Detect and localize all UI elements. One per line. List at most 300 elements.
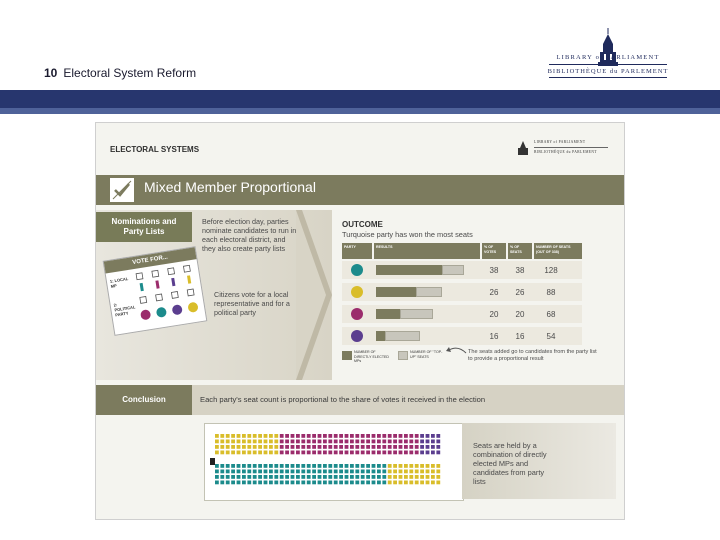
- mini-logo-en: LIBRARY of PARLIAMENT: [534, 140, 586, 144]
- seat-square: [415, 481, 419, 485]
- seat-square: [361, 445, 365, 449]
- citizens-text: Citizens vote for a local representative and for a political party: [214, 290, 290, 317]
- seat-square: [350, 464, 354, 468]
- slide-title-text: Electoral System Reform: [63, 66, 197, 80]
- seat-square: [301, 451, 305, 455]
- seat-square: [334, 464, 338, 468]
- seat-square: [409, 470, 413, 474]
- seat-square: [345, 475, 349, 479]
- seat-square: [393, 481, 397, 485]
- nominations-label-line1: Nominations and: [111, 217, 177, 226]
- votes-cell: 26: [489, 288, 499, 297]
- seat-square: [404, 470, 408, 474]
- seat-square: [285, 434, 289, 438]
- col-results: RESULTS: [374, 243, 480, 259]
- slide-title: [44, 66, 196, 80]
- seat-square: [318, 434, 322, 438]
- seat-square: [415, 464, 419, 468]
- seat-square: [328, 481, 332, 485]
- seat-square: [285, 470, 289, 474]
- seat-square: [339, 440, 343, 444]
- seat-square: [339, 451, 343, 455]
- seat-square: [382, 470, 386, 474]
- seat-square: [231, 451, 235, 455]
- votes-cell: 16: [489, 332, 499, 341]
- seat-square: [328, 464, 332, 468]
- seat-square: [264, 440, 268, 444]
- seat-square: [274, 475, 278, 479]
- conclusion-text: Each party's seat count is proportional to the share of votes it received in the election: [200, 395, 486, 404]
- seat-square: [237, 464, 241, 468]
- mini-parliament-icon: [516, 139, 530, 155]
- seat-square: [399, 475, 403, 479]
- seat-square: [409, 434, 413, 438]
- seat-square: [426, 470, 430, 474]
- nominations-label-line2: Party Lists: [123, 227, 165, 236]
- seat-square: [426, 451, 430, 455]
- seat-square: [361, 475, 365, 479]
- seat-square: [253, 440, 257, 444]
- seat-square: [345, 464, 349, 468]
- seat-square: [291, 475, 295, 479]
- seat-square: [280, 434, 284, 438]
- seat-square: [285, 440, 289, 444]
- seat-square: [264, 434, 268, 438]
- seat-square: [393, 434, 397, 438]
- seat-square: [328, 451, 332, 455]
- seat-square: [420, 451, 424, 455]
- col-seat-count: NUMBER OF SEATS (OUT OF 338): [534, 243, 582, 259]
- seat-square: [415, 434, 419, 438]
- seat-square: [323, 445, 327, 449]
- seat-square: [377, 440, 381, 444]
- seat-square: [431, 445, 435, 449]
- seat-square: [426, 475, 430, 479]
- seat-square: [231, 481, 235, 485]
- seat-square: [274, 440, 278, 444]
- seat-square: [231, 475, 235, 479]
- seat-square: [215, 445, 219, 449]
- seat-square: [269, 470, 273, 474]
- seat-square: [366, 451, 370, 455]
- top-up-note: The seats added go to candidates from the party list to provide a proportional result: [468, 349, 597, 362]
- seat-square: [237, 470, 241, 474]
- seat-square: [312, 464, 316, 468]
- seat-square: [345, 470, 349, 474]
- seat-square: [350, 475, 354, 479]
- seat-square: [226, 481, 230, 485]
- party-dot: [351, 286, 363, 298]
- seat-square: [409, 451, 413, 455]
- seat-square: [264, 481, 268, 485]
- seat-square: [285, 451, 289, 455]
- logo-divider: [549, 64, 667, 65]
- seat-square: [274, 451, 278, 455]
- seat-square: [420, 475, 424, 479]
- seat-square: [388, 475, 392, 479]
- seat-square: [307, 464, 311, 468]
- seat-square: [269, 445, 273, 449]
- header-band-accent: [0, 108, 720, 114]
- seat-square: [415, 445, 419, 449]
- seat-square: [388, 440, 392, 444]
- seat-square: [377, 470, 381, 474]
- seat-square: [220, 440, 224, 444]
- seat-square: [296, 481, 300, 485]
- seat-square: [355, 470, 359, 474]
- seat-square: [404, 434, 408, 438]
- seat-square: [366, 445, 370, 449]
- seats-note: Seats are held by a combination of directly elected MPs and candidates from party lists: [473, 441, 547, 486]
- seat-square: [291, 481, 295, 485]
- mini-logo-fr: BIBLIOTHÈQUE du PARLEMENT: [534, 150, 597, 154]
- seat-square: [258, 440, 262, 444]
- seat-square: [361, 434, 365, 438]
- seat-square: [274, 470, 278, 474]
- seat-square: [415, 440, 419, 444]
- seat-square: [382, 451, 386, 455]
- seat-square: [242, 481, 246, 485]
- seat-square: [307, 481, 311, 485]
- legend-direct-swatch: [342, 351, 352, 360]
- seat-square: [436, 440, 440, 444]
- seat-count-cell: 128: [544, 266, 558, 275]
- seat-square: [242, 470, 246, 474]
- seat-square: [247, 470, 251, 474]
- seat-square: [426, 445, 430, 449]
- seat-square: [345, 481, 349, 485]
- seat-square: [307, 475, 311, 479]
- topup-seats-bar: [400, 309, 433, 319]
- seat-square: [269, 464, 273, 468]
- seat-square: [436, 445, 440, 449]
- seat-square: [312, 475, 316, 479]
- seat-square: [404, 451, 408, 455]
- header-band: [0, 90, 720, 108]
- seat-square: [258, 451, 262, 455]
- seat-square: [253, 481, 257, 485]
- seat-square: [366, 440, 370, 444]
- seat-square: [307, 451, 311, 455]
- seat-square: [420, 481, 424, 485]
- col-party: PARTY: [342, 243, 372, 259]
- seat-square: [280, 475, 284, 479]
- seat-grid: [215, 434, 451, 490]
- seat-square: [420, 445, 424, 449]
- seat-square: [215, 470, 219, 474]
- seat-square: [355, 440, 359, 444]
- ballot-illustration: [103, 246, 208, 336]
- seat-square: [339, 475, 343, 479]
- seat-square: [334, 445, 338, 449]
- seat-square: [301, 440, 305, 444]
- seat-square: [328, 475, 332, 479]
- seat-square: [366, 464, 370, 468]
- seat-square: [274, 445, 278, 449]
- seat-square: [323, 434, 327, 438]
- seat-square: [355, 475, 359, 479]
- seat-square: [291, 445, 295, 449]
- seat-square: [431, 464, 435, 468]
- seat-square: [285, 481, 289, 485]
- seat-square: [296, 434, 300, 438]
- note-arrow-icon: [446, 345, 468, 355]
- votes-cell: 20: [489, 310, 499, 319]
- seat-square: [377, 445, 381, 449]
- nominations-label: [96, 212, 192, 242]
- seat-square: [334, 440, 338, 444]
- seat-square: [291, 464, 295, 468]
- seat-square: [399, 434, 403, 438]
- seat-square: [264, 445, 268, 449]
- library-name-fr: BIBLIOTHÈQUE du PARLEMENT: [547, 68, 669, 75]
- seat-square: [399, 440, 403, 444]
- seat-square: [296, 475, 300, 479]
- seat-square: [280, 440, 284, 444]
- seat-square: [382, 445, 386, 449]
- seat-square: [215, 440, 219, 444]
- seat-square: [334, 475, 338, 479]
- seat-square: [399, 445, 403, 449]
- ballot-options: [134, 262, 204, 327]
- seat-square: [274, 481, 278, 485]
- seat-count-cell: 68: [546, 310, 556, 319]
- legend-topup-swatch: [398, 351, 408, 360]
- topup-seats-bar: [385, 331, 420, 341]
- seat-square: [296, 470, 300, 474]
- seat-square: [436, 470, 440, 474]
- seat-square: [355, 451, 359, 455]
- seat-square: [366, 434, 370, 438]
- seat-square: [237, 475, 241, 479]
- seat-square: [431, 451, 435, 455]
- seat-square: [372, 470, 376, 474]
- seat-square: [312, 481, 316, 485]
- seat-square: [301, 481, 305, 485]
- seat-square: [291, 440, 295, 444]
- seat-square: [431, 470, 435, 474]
- seat-square: [280, 470, 284, 474]
- seat-square: [258, 475, 262, 479]
- seat-square: [404, 481, 408, 485]
- seat-square: [393, 470, 397, 474]
- seat-square: [269, 475, 273, 479]
- seat-square: [296, 440, 300, 444]
- seat-square: [399, 481, 403, 485]
- party-dot: [351, 264, 363, 276]
- seat-square: [350, 451, 354, 455]
- seat-square: [393, 440, 397, 444]
- seat-square: [372, 445, 376, 449]
- seat-square: [312, 434, 316, 438]
- seat-square: [366, 481, 370, 485]
- seat-square: [334, 451, 338, 455]
- seat-square: [350, 445, 354, 449]
- seat-square: [237, 440, 241, 444]
- seat-square: [404, 475, 408, 479]
- seat-square: [280, 481, 284, 485]
- seat-square: [377, 434, 381, 438]
- mini-logo-rule: [534, 147, 608, 148]
- seat-square: [301, 470, 305, 474]
- seat-square: [253, 445, 257, 449]
- seat-square: [334, 470, 338, 474]
- seat-square: [307, 440, 311, 444]
- seat-square: [382, 440, 386, 444]
- seat-square: [339, 481, 343, 485]
- seat-square: [318, 440, 322, 444]
- seat-square: [247, 445, 251, 449]
- legend-direct-label: NUMBER OF DIRECTLY ELECTED MPs: [354, 350, 390, 363]
- seat-square: [220, 451, 224, 455]
- seat-square: [220, 470, 224, 474]
- seat-square: [291, 451, 295, 455]
- slide-number: 10: [44, 66, 58, 80]
- seat-square: [372, 440, 376, 444]
- seat-square: [285, 445, 289, 449]
- library-name-en: LIBRARY of PARLIAMENT: [556, 54, 660, 61]
- seat-count-cell: 88: [546, 288, 556, 297]
- seat-square: [258, 470, 262, 474]
- nominations-text: Before election day, parties nominate candidates to run in each electoral district, and they also create party lists: [202, 217, 297, 253]
- seat-square: [226, 464, 230, 468]
- direct-seats-bar: [376, 265, 442, 275]
- seat-square: [393, 464, 397, 468]
- seat-square: [436, 434, 440, 438]
- seat-square: [242, 440, 246, 444]
- seat-square: [436, 475, 440, 479]
- seat-square: [328, 445, 332, 449]
- system-banner-title: Mixed Member Proportional: [144, 179, 316, 195]
- seat-square: [431, 440, 435, 444]
- seat-square: [291, 470, 295, 474]
- seat-square: [318, 464, 322, 468]
- seat-square: [247, 464, 251, 468]
- seat-square: [328, 440, 332, 444]
- seat-square: [242, 475, 246, 479]
- seat-square: [409, 475, 413, 479]
- seat-square: [361, 470, 365, 474]
- topup-seats-bar: [442, 265, 464, 275]
- seat-square: [312, 451, 316, 455]
- seat-square: [388, 481, 392, 485]
- seat-square: [393, 445, 397, 449]
- seat-square: [237, 434, 241, 438]
- seat-square: [226, 470, 230, 474]
- seat-square: [409, 464, 413, 468]
- seat-square: [312, 470, 316, 474]
- seat-square: [420, 470, 424, 474]
- seat-square: [264, 451, 268, 455]
- seat-square: [301, 475, 305, 479]
- seat-square: [307, 470, 311, 474]
- seat-square: [350, 434, 354, 438]
- seat-square: [242, 464, 246, 468]
- seat-square: [339, 434, 343, 438]
- conclusion-label: Conclusion: [96, 385, 192, 415]
- seat-square: [388, 445, 392, 449]
- seat-square: [388, 451, 392, 455]
- seat-square: [242, 451, 246, 455]
- seat-square: [291, 434, 295, 438]
- seat-square: [231, 445, 235, 449]
- seat-square: [377, 464, 381, 468]
- ballot-local-mp: 1: LOCAL MP: [109, 276, 129, 289]
- seat-square: [264, 470, 268, 474]
- seats-pct-cell: 38: [515, 266, 525, 275]
- seat-square: [296, 464, 300, 468]
- seat-square: [253, 464, 257, 468]
- seat-square: [231, 470, 235, 474]
- seat-square: [237, 451, 241, 455]
- seat-square: [431, 481, 435, 485]
- seat-square: [431, 434, 435, 438]
- votes-cell: 38: [489, 266, 499, 275]
- seat-square: [226, 451, 230, 455]
- direct-seats-bar: [376, 331, 385, 341]
- seat-grid-marker: [210, 458, 215, 465]
- seat-square: [415, 451, 419, 455]
- seat-square: [372, 475, 376, 479]
- seat-square: [393, 475, 397, 479]
- seat-square: [323, 475, 327, 479]
- seat-square: [334, 434, 338, 438]
- seat-square: [339, 470, 343, 474]
- seat-square: [399, 451, 403, 455]
- seat-square: [220, 434, 224, 438]
- seat-square: [409, 440, 413, 444]
- seat-square: [355, 434, 359, 438]
- seat-square: [361, 464, 365, 468]
- seat-square: [318, 475, 322, 479]
- seat-square: [215, 475, 219, 479]
- seat-square: [264, 475, 268, 479]
- seat-square: [247, 440, 251, 444]
- seat-square: [312, 445, 316, 449]
- seat-square: [415, 470, 419, 474]
- seat-square: [355, 481, 359, 485]
- seats-pct-cell: 26: [515, 288, 525, 297]
- seat-square: [420, 464, 424, 468]
- seat-square: [237, 481, 241, 485]
- seat-square: [328, 434, 332, 438]
- seat-square: [269, 434, 273, 438]
- seat-square: [436, 481, 440, 485]
- seat-square: [301, 445, 305, 449]
- seat-square: [361, 451, 365, 455]
- legend-topup-label: NUMBER OF "TOP-UP" SEATS: [410, 350, 443, 359]
- seat-square: [355, 445, 359, 449]
- seat-square: [280, 464, 284, 468]
- seat-square: [220, 481, 224, 485]
- seat-square: [318, 470, 322, 474]
- seat-square: [318, 445, 322, 449]
- col-seats-pct: % OF SEATS: [508, 243, 532, 259]
- seat-square: [307, 445, 311, 449]
- seat-square: [280, 445, 284, 449]
- seat-square: [377, 475, 381, 479]
- seat-square: [426, 481, 430, 485]
- seat-square: [388, 434, 392, 438]
- seat-square: [436, 451, 440, 455]
- seat-square: [382, 481, 386, 485]
- seat-square: [382, 434, 386, 438]
- seat-square: [264, 464, 268, 468]
- seat-square: [226, 445, 230, 449]
- seat-square: [377, 481, 381, 485]
- ballot-party: 2: POLITICAL PARTY: [113, 302, 136, 318]
- seat-square: [377, 451, 381, 455]
